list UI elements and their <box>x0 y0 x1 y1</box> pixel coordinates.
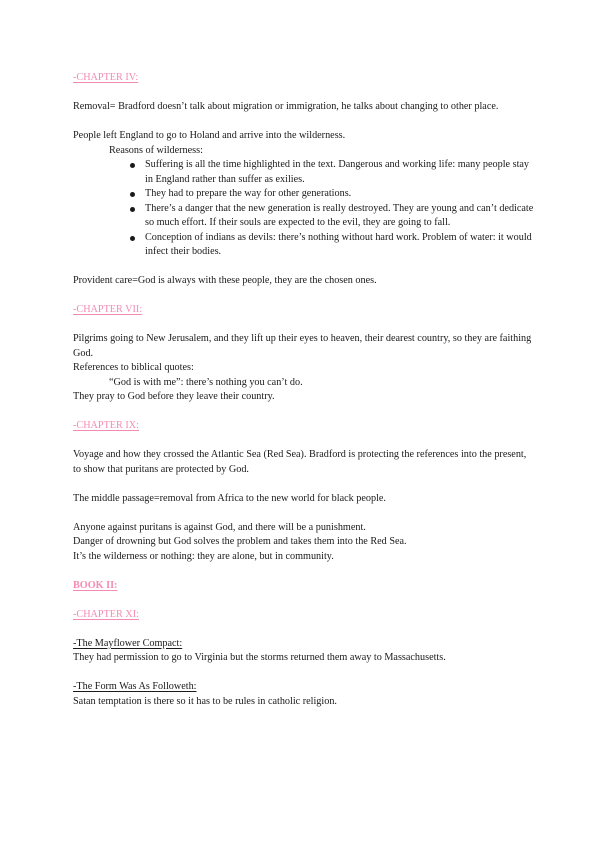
people-left-paragraph: People left England to go to Holand and arrive into the wilderness. <box>73 130 346 141</box>
list-item: They had to prepare the way for other generations. <box>145 187 535 202</box>
references-paragraph: References to biblical quotes: <box>73 362 194 373</box>
mayflower-compact-paragraph: They had permission to go to Virginia but the storms returned them away to Massachusetts. <box>73 652 446 663</box>
mayflower-compact-title: -The Mayflower Compact: <box>73 637 183 649</box>
danger-paragraph: Danger of drowning but God solves the problem and takes them into the Red Sea. <box>73 536 407 547</box>
pilgrims-paragraph: Pilgrims going to New Jerusalem, and they lift up their eyes to heaven, their dearest country, so they are faithing God. <box>73 333 532 359</box>
anyone-paragraph: Anyone against puritans is against God, and there will be a punishment. <box>73 521 366 533</box>
removal-paragraph: Removal= Bradford doesn’t talk about migration or immigration, he talks about changing to other place. <box>73 101 499 112</box>
list-item: There’s a danger that the new generation is really destroyed. They are young and can’t dedicate so much effort. If their souls are expected to the evil, they are going to fall. <box>145 202 535 231</box>
chapter-ix-heading: -CHAPTER IX: <box>73 420 139 431</box>
chapter-iv-heading: -CHAPTER IV: <box>73 72 139 83</box>
list-item: Conception of indians as devils: there’s nothing without hard work. Problem of water: it would infect their bodies. <box>145 231 535 260</box>
bullet-icon <box>130 192 135 197</box>
bullet-icon <box>130 163 135 168</box>
provident-care-paragraph: Provident care=God is always with these people, they are the chosen ones. <box>73 275 377 286</box>
book-ii-heading: BOOK II: <box>73 579 118 591</box>
bullet-icon <box>130 236 135 241</box>
chapter-xi-heading: -CHAPTER XI: <box>73 608 139 620</box>
document-body <box>73 71 535 709</box>
reasons-list <box>73 158 535 260</box>
list-item: Suffering is all the time highlighted in the text. Dangerous and working life: many people stay in England rather than suffer as exilies. <box>145 158 535 187</box>
reasons-label: Reasons of wilderness: <box>109 144 203 156</box>
chapter-vii-heading: -CHAPTER VII: <box>73 304 143 315</box>
voyage-paragraph: Voyage and how they crossed the Atlantic Sea (Red Sea). Bradford is protecting the references into the present, to show that puritans are protected by God. <box>73 449 527 475</box>
pray-paragraph: They pray to God before they leave their country. <box>73 391 275 402</box>
bullet-icon <box>130 207 135 212</box>
form-paragraph: Satan temptation is there so it has to be rules in catholic religion. <box>73 695 337 707</box>
middle-passage-paragraph: The middle passage=removal from Africa to the new world for black people. <box>73 492 386 504</box>
form-title: -The Form Was As Followeth: <box>73 681 197 692</box>
quote-paragraph: “God is with me”: there’s nothing you can’t do. <box>109 376 303 388</box>
wilderness-paragraph: It’s the wilderness or nothing: they are alone, but in community. <box>73 550 334 562</box>
